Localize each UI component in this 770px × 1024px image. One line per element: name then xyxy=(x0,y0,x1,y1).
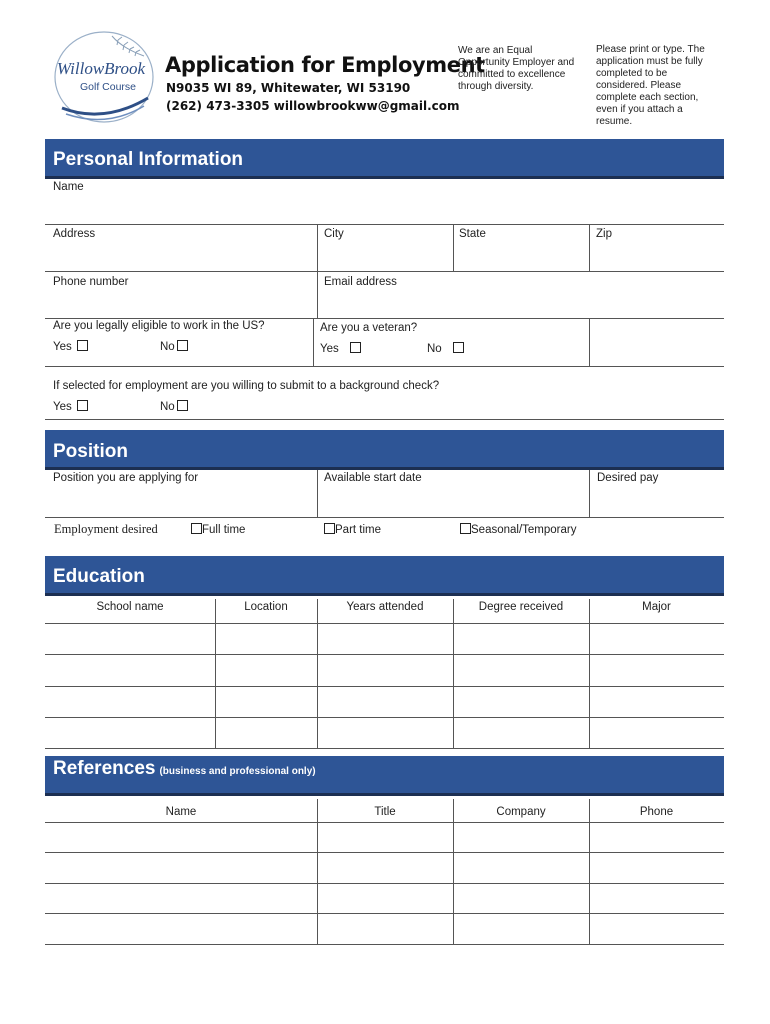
table-row[interactable] xyxy=(45,944,724,945)
section-heading: Education xyxy=(53,566,145,587)
eligible-no-checkbox[interactable] xyxy=(177,340,188,351)
eligible-yes-label: Yes xyxy=(53,341,72,353)
divider xyxy=(313,318,314,366)
section-references xyxy=(45,756,724,796)
references-col-title: Title xyxy=(374,806,396,818)
section-subheading: (business and professional only) xyxy=(159,766,316,777)
part-time-option[interactable] xyxy=(322,523,381,536)
references-col-name: Name xyxy=(165,806,197,818)
background-row-line xyxy=(45,419,724,420)
background-yes-label: Yes xyxy=(53,401,72,413)
veteran-yes-option[interactable] xyxy=(320,342,361,355)
email-label: Email address xyxy=(324,276,397,288)
company-contact: (262) 473-3305 willowbrookww@gmail.com xyxy=(166,99,460,113)
part-time-checkbox[interactable] xyxy=(324,523,335,534)
education-col-location: Location xyxy=(244,601,288,613)
references-col-company: Company xyxy=(496,806,546,818)
seasonal-option[interactable] xyxy=(458,523,576,536)
table-row[interactable] xyxy=(45,686,724,687)
company-address: N9035 WI 89, Whitewater, WI 53190 xyxy=(166,81,411,95)
eligible-no-label: No xyxy=(160,341,175,353)
divider xyxy=(215,599,216,748)
section-position xyxy=(45,430,724,470)
divider xyxy=(317,271,318,318)
divider xyxy=(317,224,318,271)
veteran-yes-checkbox[interactable] xyxy=(350,342,361,353)
divider xyxy=(589,470,590,517)
full-time-checkbox[interactable] xyxy=(191,523,202,534)
section-education xyxy=(45,556,724,596)
background-no-option[interactable] xyxy=(160,400,188,413)
divider xyxy=(589,599,590,748)
table-row[interactable] xyxy=(45,623,724,624)
eligible-yes-checkbox[interactable] xyxy=(77,340,88,351)
table-row[interactable] xyxy=(45,883,724,884)
table-row[interactable] xyxy=(45,748,724,749)
section-heading: Position xyxy=(53,441,128,462)
table-row[interactable] xyxy=(45,913,724,914)
background-yes-option[interactable] xyxy=(53,400,88,413)
eligible-question: Are you legally eligible to work in the US? xyxy=(53,320,265,332)
veteran-yes-label: Yes xyxy=(320,343,339,355)
table-row[interactable] xyxy=(45,822,724,823)
section-heading: References xyxy=(53,758,156,779)
position-row-line[interactable] xyxy=(45,517,724,518)
table-row[interactable] xyxy=(45,852,724,853)
phone-row-line[interactable] xyxy=(45,318,724,319)
divider xyxy=(453,599,454,748)
instructions-note: Please print or type. The application must be fully completed to be considered. Please complete each section, even if you attach a resume. xyxy=(596,44,705,127)
full-time-option[interactable] xyxy=(189,523,245,536)
state-label: State xyxy=(459,228,486,240)
eligible-yes-option[interactable] xyxy=(53,340,88,353)
divider xyxy=(453,224,454,271)
divider xyxy=(317,799,318,944)
employment-desired-label: Employment desired xyxy=(54,522,158,536)
veteran-question: Are you a veteran? xyxy=(320,322,418,334)
divider xyxy=(317,470,318,517)
willowbrook-logo xyxy=(52,28,156,126)
address-label: Address xyxy=(53,228,96,240)
divider xyxy=(589,224,590,271)
eeo-note: We are an Equal Opportunity Employer and committed to excellence through diversity. xyxy=(458,45,575,92)
background-yes-checkbox[interactable] xyxy=(77,400,88,411)
logo-text-golf-course: Golf Course xyxy=(79,81,137,93)
page-title: Application for Employment xyxy=(165,53,485,77)
section-personal-information xyxy=(45,139,724,179)
table-row[interactable] xyxy=(45,717,724,718)
divider xyxy=(589,799,590,944)
veteran-no-checkbox[interactable] xyxy=(453,342,464,353)
phone-label: Phone number xyxy=(53,276,129,288)
seasonal-label: Seasonal/Temporary xyxy=(471,524,577,536)
references-col-phone: Phone xyxy=(639,806,674,818)
section-heading: Personal Information xyxy=(53,149,244,170)
name-field[interactable] xyxy=(45,224,724,225)
education-col-degree: Degree received xyxy=(478,601,564,613)
address-row-line[interactable] xyxy=(45,271,724,272)
seasonal-checkbox[interactable] xyxy=(460,523,471,534)
logo-text-willowbrook: WillowBrook xyxy=(56,59,146,78)
eligibility-row-line xyxy=(45,366,724,367)
position-applying-label: Position you are applying for xyxy=(53,472,199,484)
city-label: City xyxy=(324,228,344,240)
background-no-label: No xyxy=(160,401,175,413)
education-col-school: School name xyxy=(96,601,164,613)
desired-pay-label: Desired pay xyxy=(597,472,659,484)
divider xyxy=(317,599,318,748)
background-question: If selected for employment are you willing to submit to a background check? xyxy=(53,380,440,392)
education-col-years: Years attended xyxy=(346,601,424,613)
table-row[interactable] xyxy=(45,654,724,655)
background-no-checkbox[interactable] xyxy=(177,400,188,411)
education-col-major: Major xyxy=(642,601,671,613)
zip-label: Zip xyxy=(596,228,612,240)
name-label: Name xyxy=(53,181,84,193)
veteran-no-label: No xyxy=(427,343,442,355)
divider xyxy=(589,318,590,366)
full-time-label: Full time xyxy=(202,524,246,536)
part-time-label: Part time xyxy=(335,524,382,536)
divider xyxy=(453,799,454,944)
start-date-label: Available start date xyxy=(324,472,422,484)
eligible-no-option[interactable] xyxy=(160,340,188,353)
veteran-no-option[interactable] xyxy=(427,342,464,355)
